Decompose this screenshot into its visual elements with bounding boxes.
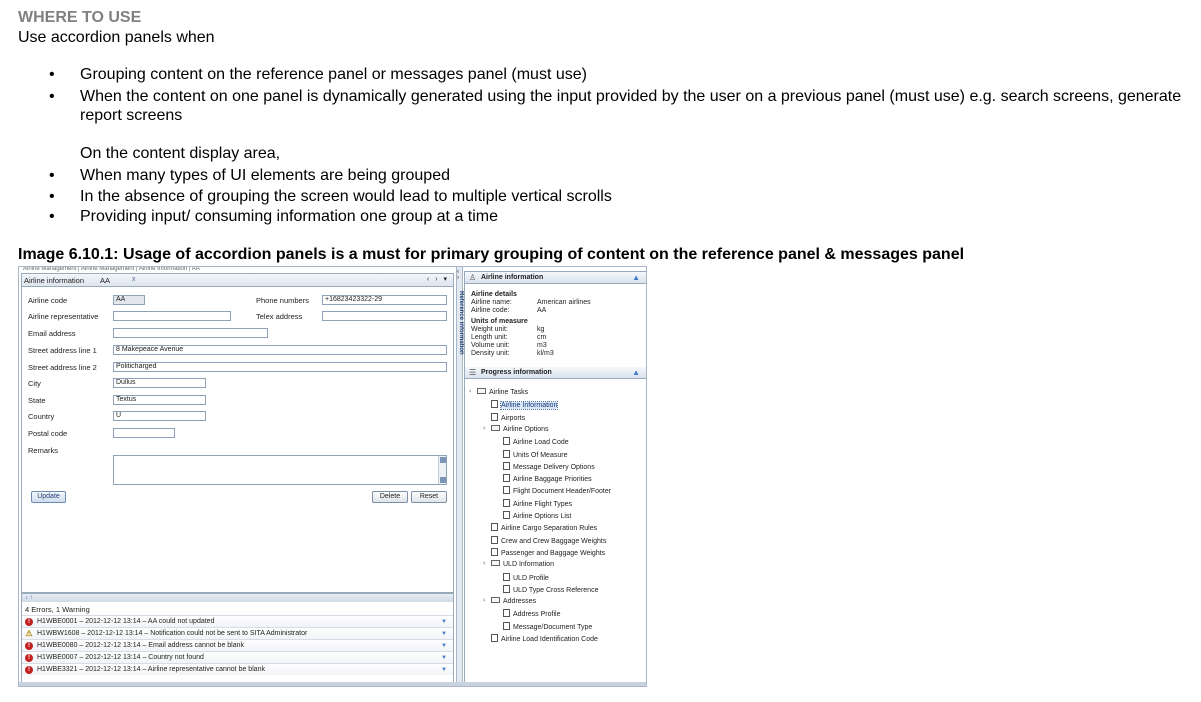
folder-icon — [491, 597, 500, 603]
tree-node[interactable] — [482, 597, 537, 606]
expand-icon[interactable]: ▼ — [441, 667, 447, 673]
tree-node[interactable] — [491, 548, 605, 558]
folder-icon — [491, 425, 500, 431]
tree-node[interactable] — [503, 437, 569, 447]
messages-panel — [21, 593, 454, 686]
document-icon — [491, 413, 498, 421]
tree-node[interactable] — [482, 425, 549, 434]
street1-label: Street address line 1 — [28, 346, 97, 355]
remarks-label: Remarks — [28, 446, 59, 455]
tree-node-label: Airline Options — [503, 425, 549, 433]
intro-text: Use accordion panels when — [18, 29, 215, 46]
state-field[interactable]: Textus — [113, 395, 206, 405]
document-icon — [491, 548, 498, 556]
phone-label: Phone numbers — [256, 296, 309, 305]
close-tab-icon[interactable]: x — [132, 276, 136, 283]
tree-node-label: ULD Type Cross Reference — [513, 586, 599, 594]
embedded-screenshot — [18, 266, 647, 687]
email-label: Email address — [28, 329, 76, 338]
tree-node-label: Airline Baggage Priorities — [513, 476, 592, 484]
tree-node[interactable] — [503, 486, 611, 496]
folder-icon — [477, 388, 486, 394]
tree-node-label: Airline Load Code — [513, 439, 569, 447]
airline-code-label: Airline code — [28, 296, 68, 305]
message-row[interactable]: ! H1WBE3321 – 2012-12-12 13:14 – Airline representative cannot be blank ▼ — [22, 663, 453, 675]
tree-node[interactable] — [468, 388, 529, 397]
error-icon: ! — [25, 618, 33, 626]
document-icon — [491, 400, 498, 408]
postal-code-field[interactable] — [113, 428, 175, 438]
content-panel — [21, 273, 454, 593]
error-icon: ! — [25, 666, 33, 674]
tree-toggle-icon[interactable]: ♀ — [482, 598, 487, 605]
section-heading: WHERE TO USE — [18, 9, 142, 26]
tree-node[interactable] — [491, 413, 525, 423]
expand-icon[interactable]: ▼ — [441, 655, 447, 661]
representative-field[interactable] — [113, 311, 231, 321]
breadcrumb: Airline Management | Airline Management | Airline Information | AA — [23, 267, 200, 272]
figure-caption: Image 6.10.1: Usage of accordion panels is a must for primary grouping of content on the reference panel & messages panel — [18, 246, 965, 263]
tree-toggle-icon[interactable]: ♀ — [482, 561, 487, 568]
tree-toggle-icon[interactable]: ♀ — [482, 425, 487, 432]
tree-node-label: Airline Options List — [513, 513, 572, 520]
message-row[interactable]: ⚠ H1WBW1608 – 2012-12-12 13:14 – Notification could not be sent to SITA Administrator ▼ — [22, 627, 453, 639]
tree-node-label: Airline Tasks — [489, 389, 529, 396]
list-item: • In the absence of grouping the screen would lead to multiple vertical scrolls — [49, 187, 612, 205]
tree-node[interactable] — [503, 511, 571, 521]
tab-airline-information[interactable]: Airline information — [24, 276, 85, 285]
tab-navigation-icons[interactable]: ‹ › ▾ — [426, 276, 449, 283]
tree-node[interactable] — [491, 523, 597, 533]
tree-toggle-icon[interactable]: ♀ — [468, 389, 473, 395]
document-icon — [503, 609, 510, 617]
country-field[interactable]: U — [113, 411, 206, 421]
street1-field[interactable]: 8 Makepeace Avenue — [113, 345, 447, 355]
document-icon — [503, 511, 510, 519]
telex-field[interactable] — [322, 311, 447, 321]
tree-node-label: Airports — [501, 414, 526, 422]
accordion-airline-information[interactable]: ♙ Airline information ▲ — [465, 272, 646, 284]
delete-button[interactable]: Delete — [372, 491, 408, 503]
city-field[interactable]: Dullus — [113, 378, 206, 388]
list-item: • Grouping content on the reference panel or messages panel (must use) — [49, 66, 587, 83]
sub-intro-text: On the content display area, — [80, 145, 281, 162]
tree-node-label: Airline Flight Types — [513, 500, 573, 508]
city-label: City — [28, 379, 41, 388]
list-item: • Providing input/ consuming information one group at a time — [49, 208, 499, 225]
tree-node-label: Message Delivery Options — [513, 463, 595, 471]
bullet-list-secondary — [18, 166, 1198, 228]
tree-node-label: Crew and Crew Baggage Weights — [501, 537, 607, 545]
telex-label: Telex address — [256, 312, 303, 321]
message-row[interactable]: ! H1WBE0080 – 2012-12-12 13:14 – Email address cannot be blank ▼ — [22, 639, 453, 651]
panel-splitter[interactable] — [456, 267, 463, 687]
tree-node[interactable] — [503, 609, 560, 619]
scroll-down-icon[interactable] — [440, 477, 446, 483]
tree-node[interactable] — [503, 622, 592, 632]
document-icon — [503, 499, 510, 507]
tab-bar — [22, 274, 453, 287]
tree-node-label: Flight Document Header/Footer — [513, 488, 612, 496]
collapse-arrows-icon[interactable]: ‹ › — [457, 269, 459, 281]
remarks-scrollbar[interactable] — [438, 456, 446, 484]
document-icon — [503, 486, 510, 494]
airline-code-field[interactable]: AA — [113, 295, 145, 305]
progress-icon: ☰ — [469, 368, 477, 377]
user-icon: ♙ — [469, 273, 477, 282]
phone-field[interactable]: +16823423322-29 — [322, 295, 447, 305]
email-field[interactable] — [113, 328, 268, 338]
document-icon — [503, 622, 510, 630]
document-icon — [503, 450, 510, 458]
document-icon — [491, 536, 498, 544]
document-icon — [503, 437, 510, 445]
tree-node-label: ULD Information — [503, 561, 554, 569]
tab-aa[interactable]: AA — [100, 276, 111, 285]
tree-node[interactable] — [503, 499, 572, 509]
tree-node[interactable] — [503, 462, 595, 472]
reference-panel-title: Reference information — [458, 291, 464, 355]
tree-node-label: Addresses — [503, 598, 537, 606]
message-row[interactable]: ! H1WBE0001 – 2012-12-12 13:14 – AA could not updated ▼ — [22, 615, 453, 627]
document-icon — [503, 462, 510, 470]
messages-summary: 4 Errors, 1 Warning — [25, 605, 90, 614]
units-of-measure-title: Units of measure — [471, 318, 528, 325]
scroll-up-icon[interactable] — [440, 457, 446, 463]
update-button[interactable]: Update — [31, 491, 66, 503]
status-bar — [19, 682, 647, 687]
tree-node-label: Airline Information — [501, 402, 558, 410]
tree-node[interactable] — [491, 536, 606, 546]
warning-icon: ⚠ — [25, 629, 33, 638]
folder-icon — [491, 560, 500, 566]
list-item: • When many types of UI elements are being grouped — [49, 167, 450, 184]
state-label: State — [28, 396, 46, 405]
tree-node[interactable] — [482, 560, 554, 569]
collapse-icon[interactable]: ▲ — [632, 273, 640, 282]
document-icon — [503, 474, 510, 482]
tree-node-label: Airline Load Identification Code — [501, 636, 598, 643]
tree-node-label: Units Of Measure — [513, 451, 568, 459]
collapse-icon[interactable]: ▲ — [632, 368, 640, 377]
expand-icon[interactable]: ▼ — [441, 631, 447, 637]
remarks-textarea[interactable] — [113, 455, 447, 485]
document-icon — [503, 573, 510, 581]
tree-node-label: Address Profile — [513, 611, 561, 619]
tree-node-label: Passenger and Baggage Weights — [501, 549, 606, 557]
tree-node-label: Message/Document Type — [513, 623, 593, 631]
postal-code-label: Postal code — [28, 429, 68, 438]
expand-icon[interactable]: ▼ — [441, 619, 447, 625]
accordion-progress-information[interactable]: ☰ Progress information ▲ — [465, 367, 646, 379]
street2-label: Street address line 2 — [28, 363, 97, 372]
error-icon: ! — [25, 642, 33, 650]
document-icon — [491, 523, 498, 531]
error-icon: ! — [25, 654, 33, 662]
airline-details-title: Airline details — [471, 291, 517, 298]
country-label: Country — [28, 412, 55, 421]
tree-node[interactable] — [503, 450, 567, 460]
messages-toggle[interactable]: ↓ ↑ — [22, 594, 453, 602]
tree-node[interactable] — [503, 474, 592, 484]
tree-node[interactable] — [503, 573, 549, 583]
tree-node-label: Airline Cargo Separation Rules — [501, 525, 598, 533]
bullet-list-primary — [18, 65, 1198, 126]
reference-panel: ♙ Airline information ▲ Airline details Airline name: American airlines Airline code: AA Units of measure Weight unit: kg Length unit: cm Volume unit: m3 Density unit: kl/m3 ☰ Progress information ▲ ♀ Airline Tasks Airline Information Airports ♀ Airline Options Airline Load Code Units Of Measure Message Delivery Options Airline Baggage Priorities Flight Document Header/Footer Airline Flight Types Airline Options List Airline Cargo Separation Rules Crew and Crew Baggage Weights Passenger and Baggage Weights ♀ ULD Information ULD Profile ULD Type Cross Reference ♀ Addresses Address Profile Message/Document Type Airline Load Identification Code — [464, 271, 647, 687]
tree-node-label: ULD Profile — [513, 574, 549, 582]
street2-field[interactable]: Politicharged — [113, 362, 447, 372]
representative-label: Airline representative — [28, 312, 99, 321]
document-icon — [503, 585, 510, 593]
reset-button[interactable]: Reset — [411, 491, 447, 503]
list-item: • When the content on one panel is dynamically generated using the input provided by the user on a previous panel (must use) e.g. search screens, generate report screens — [49, 87, 1182, 124]
tree-node[interactable] — [491, 634, 598, 644]
document-icon — [491, 634, 498, 642]
expand-icon[interactable]: ▼ — [441, 643, 447, 649]
tree-node[interactable] — [503, 585, 598, 595]
tree-node[interactable] — [491, 400, 557, 410]
message-row[interactable]: ! H1WBE0007 – 2012-12-12 13:14 – Country not found ▼ — [22, 651, 453, 663]
